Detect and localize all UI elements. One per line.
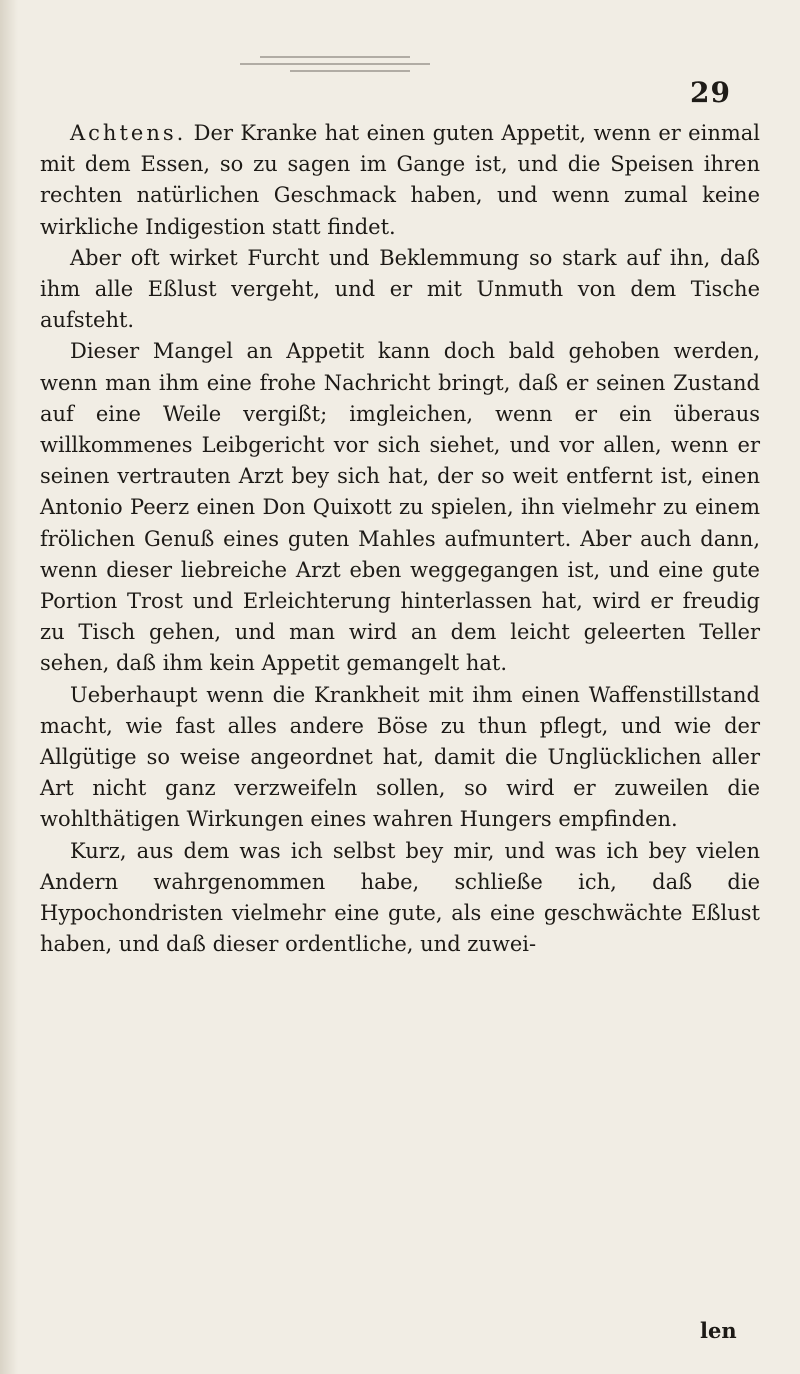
show-through-marks (230, 54, 470, 82)
paragraph-2: Aber oft wirket Furcht und Beklemmung so stark auf ihn, daß ihm alle Eßlust vergeht, und er mit Unmuth von dem Tische aufsteht. (40, 245, 760, 333)
paragraph-5: Kurz, aus dem was ich selbst bey mir, und was ich bey vielen Andern wahrgenommen habe, schließe ich, daß die Hypochondristen vielmehr eine gute, als eine geschwächte Eßlust haben, und daß dieser ordentliche, und zuwei- (40, 838, 760, 957)
catchword: len (700, 1318, 737, 1343)
page-number: 29 (690, 76, 731, 109)
paragraph-text: Der Kranke hat einen guten Appetit, wenn er einmal mit dem Essen, so zu sagen im Gange ist, und die Speisen ihren rechten natürlichen Geschmack haben, und wenn zumal keine wirkliche Indigestion statt findet. (40, 121, 760, 239)
paragraph-lead: Achtens. (70, 121, 187, 145)
body-text (40, 118, 760, 960)
paragraph-3: Dieser Mangel an Appetit kann doch bald gehoben werden, wenn man ihm eine frohe Nachricht bringt, daß er seinen Zustand auf eine Weile vergißt; imgleichen, wenn er ein überaus willkommenes Leibgericht vor sich siehet, und vor allen, wenn er seinen vertrauten Arzt bey sich hat, der so weit entfernt ist, einen Antonio Peerz einen Don Quixott zu spielen, ihn vielmehr zu einem frölichen Genuß eines guten Mahles aufmuntert. Aber auch dann, wenn dieser liebreiche Arzt eben weggegangen ist, und eine gute Portion Trost und Erleichterung hinterlassen hat, wird er freudig zu Tisch gehen, und man wird an dem leicht geleerten Teller sehen, daß ihm kein Appetit gemangelt hat. (40, 339, 760, 676)
page-edge-shadow (0, 0, 18, 1374)
paragraph-1 (40, 118, 760, 243)
paragraph-4: Ueberhaupt wenn die Krankheit mit ihm einen Waffenstillstand macht, wie fast alles andere Böse zu thun pflegt, und wie der Allgütige so weise angeordnet hat, damit die Unglücklichen aller Art nicht ganz verzweifeln sollen, so wird er zuweilen die wohlthätigen Wirkungen eines wahren Hungers empfinden. (40, 682, 760, 832)
